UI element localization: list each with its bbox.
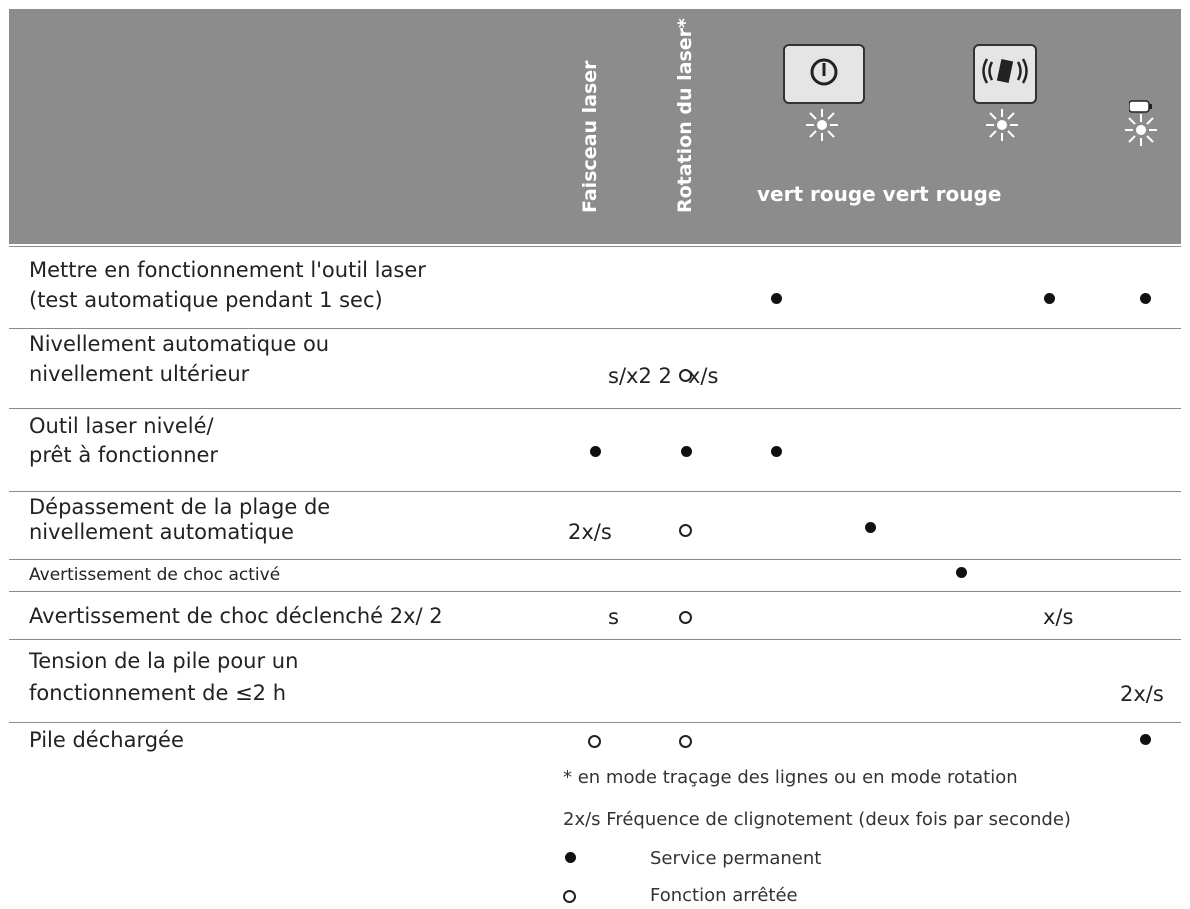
row-label-line: Mettre en fonctionnement l'outil laser bbox=[29, 258, 426, 282]
legend-dot-icon bbox=[565, 852, 576, 863]
row-label-line: Avertissement de choc activé bbox=[29, 565, 281, 585]
led-color-labels: vert rouge vert rouge bbox=[757, 182, 1002, 206]
footnote-asterisk: * en mode traçage des lignes ou en mode rotation bbox=[563, 767, 1018, 788]
blink-frequency: s bbox=[608, 605, 619, 629]
permanent-dot bbox=[771, 446, 782, 457]
off-ring bbox=[679, 735, 692, 748]
permanent-dot bbox=[590, 446, 601, 457]
off-ring bbox=[679, 524, 692, 537]
row-label-line: Nivellement automatique ou bbox=[29, 332, 330, 356]
column-header-faisceau bbox=[570, 40, 610, 235]
permanent-dot bbox=[681, 446, 692, 457]
off-ring bbox=[588, 735, 601, 748]
shock-warning-button-icon bbox=[973, 44, 1037, 104]
power-button-icon bbox=[783, 44, 865, 104]
led-blink-icon bbox=[985, 108, 1019, 142]
permanent-dot bbox=[865, 522, 876, 533]
row-label-line: nivellement automatique bbox=[29, 520, 294, 544]
permanent-dot bbox=[1140, 734, 1151, 745]
led-blink-icon bbox=[805, 108, 839, 142]
row-label-line: Tension de la pile pour un bbox=[29, 649, 299, 673]
column-header-faisceau-label: Faisceau laser bbox=[579, 60, 601, 213]
column-header-rotation-label: Rotation du laser* bbox=[674, 18, 696, 213]
blink-frequency: x/s bbox=[1043, 605, 1074, 629]
permanent-dot bbox=[1044, 293, 1055, 304]
table-row bbox=[9, 246, 1181, 329]
led-blink-icon bbox=[1124, 113, 1158, 147]
row-label-line: Outil laser nivelé/ bbox=[29, 414, 214, 438]
row-label-line: (test automatique pendant 1 sec) bbox=[29, 288, 383, 312]
row-label-line: fonctionnement de ≤2 h bbox=[29, 681, 287, 705]
blink-frequency: s/x2 2 bbox=[608, 364, 672, 388]
footnote-frequency: 2x/s Fréquence de clignotement (deux fois par seconde) bbox=[563, 809, 1071, 830]
blink-frequency: 2x/s bbox=[568, 520, 612, 544]
row-label-line: Dépassement de la plage de bbox=[29, 495, 331, 519]
off-ring bbox=[679, 611, 692, 624]
table-row bbox=[9, 591, 1181, 640]
blink-frequency: x/s bbox=[688, 364, 719, 388]
row-label-line: nivellement ultérieur bbox=[29, 362, 250, 386]
table-row bbox=[9, 328, 1181, 409]
table-row bbox=[9, 639, 1181, 723]
permanent-dot bbox=[771, 293, 782, 304]
column-header-rotation bbox=[665, 10, 705, 235]
legend-ring-icon bbox=[563, 890, 576, 903]
row-label-line: prêt à fonctionner bbox=[29, 443, 219, 467]
battery-icon bbox=[1129, 98, 1153, 111]
permanent-dot bbox=[956, 567, 967, 578]
permanent-dot bbox=[1140, 293, 1151, 304]
table-row bbox=[9, 559, 1181, 592]
legend-stopped-label: Fonction arrêtée bbox=[650, 885, 798, 906]
legend-permanent-label: Service permanent bbox=[650, 848, 822, 869]
row-label-line: Avertissement de choc déclenché 2x/ 2 bbox=[29, 604, 443, 628]
row-label-line: Pile déchargée bbox=[29, 728, 184, 752]
blink-frequency: 2x/s bbox=[1120, 682, 1164, 706]
